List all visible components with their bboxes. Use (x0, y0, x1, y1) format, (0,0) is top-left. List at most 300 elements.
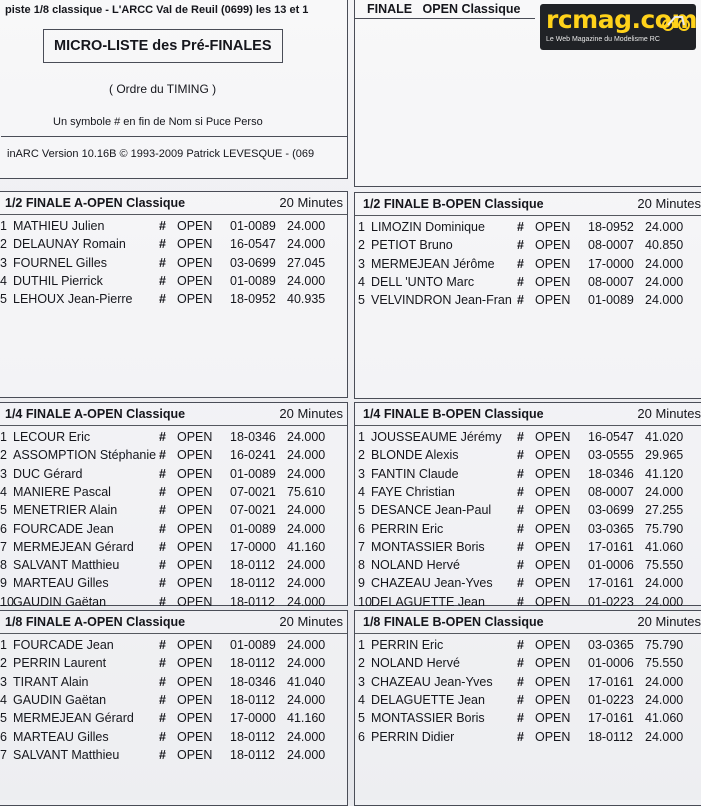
driver-number: 3 (358, 256, 365, 271)
driver-license: 18-0952 (588, 220, 634, 234)
driver-category: OPEN (177, 692, 213, 707)
driver-row (355, 711, 701, 729)
heat-box-quarter-b (354, 402, 701, 609)
puce-marker: # (517, 238, 524, 253)
driver-time: 40.850 (645, 238, 684, 253)
puce-marker: # (159, 237, 166, 252)
heat-box-quarter-a (0, 402, 348, 609)
driver-name: PERRIN Eric (371, 521, 444, 536)
driver-number: 4 (358, 692, 365, 707)
driver-license: 18-0112 (230, 576, 275, 591)
driver-name: ASSOMPTION Stéphanie (13, 448, 157, 463)
heat-title: 1/2 FINALE B-OPEN Classique (363, 197, 544, 211)
puce-marker: # (159, 656, 166, 671)
driver-time: 41.020 (645, 430, 684, 444)
driver-time: 24.000 (287, 219, 326, 233)
driver-category: OPEN (535, 594, 571, 609)
puce-marker: # (517, 466, 524, 481)
driver-category: OPEN (535, 484, 571, 499)
puce-marker: # (159, 638, 166, 652)
heat-title: 1/4 FINALE B-OPEN Classique (363, 407, 544, 421)
driver-license: 01-0223 (588, 692, 634, 707)
driver-category: OPEN (177, 448, 213, 463)
driver-time: 40.935 (287, 292, 326, 307)
driver-name: DESANCE Jean-Paul (371, 503, 492, 518)
driver-license: 17-0000 (230, 711, 276, 726)
puce-marker: # (517, 293, 524, 308)
driver-number: 4 (0, 692, 7, 707)
driver-name: MERMEJEAN Jérôme (371, 256, 495, 271)
driver-license: 18-0112 (588, 729, 633, 744)
driver-number: 4 (0, 273, 7, 288)
driver-time: 24.000 (287, 638, 326, 652)
heat-box-half-b (354, 192, 701, 399)
driver-license: 18-0112 (230, 656, 275, 671)
driver-row (355, 220, 701, 238)
driver-time: 27.255 (645, 503, 684, 518)
puce-marker: # (159, 747, 166, 762)
driver-number: 6 (0, 521, 7, 536)
driver-row (355, 275, 701, 293)
driver-time: 24.000 (287, 237, 326, 252)
driver-license: 07-0021 (230, 484, 276, 499)
driver-time: 41.040 (287, 674, 326, 689)
driver-row (0, 675, 347, 693)
driver-number: 1 (358, 638, 365, 652)
puce-marker: # (159, 466, 166, 481)
driver-name: PETIOT Bruno (371, 238, 453, 253)
driver-name: CHAZEAU Jean-Yves (371, 674, 493, 689)
driver-row (0, 638, 347, 656)
driver-number: 3 (0, 255, 7, 270)
driver-time: 27.045 (287, 255, 326, 270)
puce-marker: # (159, 729, 166, 744)
driver-name: MERMEJEAN Gérard (13, 711, 134, 726)
driver-time: 24.000 (287, 466, 326, 481)
driver-category: OPEN (535, 692, 571, 707)
puce-marker: # (159, 539, 166, 554)
puce-marker: # (159, 430, 166, 444)
driver-number: 2 (358, 448, 365, 463)
driver-row (0, 219, 347, 237)
driver-license: 18-0112 (230, 729, 275, 744)
driver-row (0, 256, 347, 274)
driver-license: 01-0089 (230, 638, 276, 652)
heat-title: 1/4 FINALE A-OPEN Classique (5, 407, 186, 421)
driver-time: 75.610 (287, 484, 326, 499)
puce-marker: # (517, 430, 524, 444)
driver-category: OPEN (535, 430, 571, 444)
driver-name: PERRIN Eric (371, 638, 444, 652)
driver-license: 17-0000 (588, 256, 634, 271)
driver-time: 24.000 (287, 448, 326, 463)
driver-category: OPEN (535, 539, 571, 554)
driver-category: OPEN (177, 656, 213, 671)
driver-number: 5 (0, 292, 7, 307)
driver-name: CHAZEAU Jean-Yves (371, 576, 493, 591)
driver-license: 08-0007 (588, 274, 634, 289)
driver-time: 75.550 (645, 656, 684, 671)
driver-row (355, 448, 701, 466)
puce-marker: # (517, 274, 524, 289)
driver-name: BLONDE Alexis (371, 448, 459, 463)
driver-category: OPEN (177, 484, 213, 499)
driver-name: MENETRIER Alain (13, 503, 118, 518)
driver-license: 03-0699 (588, 503, 634, 518)
puce-marker: # (159, 503, 166, 518)
driver-license: 17-0161 (588, 711, 634, 726)
driver-name: FOURCADE Jean (13, 521, 114, 536)
puce-marker: # (517, 503, 524, 518)
driver-category: OPEN (535, 466, 571, 481)
puce-marker: # (517, 594, 524, 609)
driver-name: SALVANT Matthieu (13, 747, 120, 762)
puce-marker: # (159, 484, 166, 499)
driver-license: 01-0006 (588, 656, 634, 671)
driver-time: 41.160 (287, 711, 326, 726)
driver-license: 17-0161 (588, 539, 634, 554)
puce-marker: # (517, 692, 524, 707)
driver-time: 24.000 (645, 220, 684, 234)
puce-marker: # (517, 729, 524, 744)
puce-marker: # (517, 638, 524, 652)
driver-license: 17-0000 (230, 539, 276, 554)
driver-row (355, 522, 701, 540)
driver-row (355, 503, 701, 521)
driver-name: MARTEAU Gilles (13, 576, 109, 591)
driver-time: 24.000 (287, 594, 326, 609)
driver-number: 5 (358, 711, 365, 726)
puce-marker: # (159, 219, 166, 233)
driver-category: OPEN (535, 448, 571, 463)
driver-name: FANTIN Claude (371, 466, 459, 481)
heat-duration: 20 Minutes (279, 614, 343, 629)
driver-number: 2 (358, 238, 365, 253)
driver-number: 3 (358, 466, 365, 481)
driver-name: LIMOZIN Dominique (371, 220, 485, 234)
driver-name: DUTHIL Pierrick (13, 273, 103, 288)
driver-row (0, 576, 347, 594)
driver-license: 18-0112 (230, 558, 275, 573)
driver-license: 18-0346 (230, 430, 276, 444)
driver-license: 07-0021 (230, 503, 276, 518)
driver-category: OPEN (535, 729, 571, 744)
driver-row (355, 656, 701, 674)
driver-time: 24.000 (645, 729, 684, 744)
driver-number: 9 (358, 576, 365, 591)
driver-name: NOLAND Hervé (371, 656, 460, 671)
note-divider (1, 136, 347, 137)
driver-time: 24.000 (645, 484, 684, 499)
driver-category: OPEN (177, 674, 213, 689)
driver-name: FOURCADE Jean (13, 638, 114, 652)
driver-name: NOLAND Hervé (371, 558, 460, 573)
event-line: piste 1/8 classique - L'ARCC Val de Reuil (0699) les 13 et 1 (5, 4, 309, 16)
driver-license: 18-0346 (588, 466, 634, 481)
driver-number: 6 (358, 729, 365, 744)
driver-name: JOUSSEAUME Jérémy (371, 430, 502, 444)
driver-category: OPEN (177, 558, 213, 573)
driver-category: OPEN (535, 638, 571, 652)
heat-title: 1/8 FINALE A-OPEN Classique (5, 615, 186, 629)
driver-row (355, 430, 701, 448)
driver-license: 03-0555 (588, 448, 634, 463)
driver-license: 01-0006 (588, 558, 634, 573)
puce-marker: # (159, 448, 166, 463)
driver-time: 41.060 (645, 539, 684, 554)
heat-duration: 20 Minutes (637, 406, 701, 421)
driver-license: 18-0112 (230, 692, 275, 707)
driver-time: 24.000 (287, 576, 326, 591)
driver-number: 8 (0, 558, 7, 573)
driver-row (355, 293, 701, 311)
driver-row (355, 485, 701, 503)
heat-header (0, 192, 347, 215)
driver-category: OPEN (177, 747, 213, 762)
driver-name: PERRIN Laurent (13, 656, 107, 671)
driver-row (0, 693, 347, 711)
driver-number: 10 (0, 594, 14, 609)
driver-number: 3 (0, 466, 7, 481)
driver-category: OPEN (535, 674, 571, 689)
driver-number: 9 (0, 576, 7, 591)
driver-row (0, 274, 347, 292)
driver-time: 75.790 (645, 638, 684, 652)
driver-number: 6 (0, 729, 7, 744)
heat-duration: 20 Minutes (279, 195, 343, 210)
driver-name: MONTASSIER Boris (371, 539, 485, 554)
driver-number: 4 (358, 274, 365, 289)
driver-license: 17-0161 (588, 576, 634, 591)
driver-license: 03-0699 (230, 255, 276, 270)
puce-marker: # (517, 674, 524, 689)
driver-row (0, 430, 347, 448)
driver-name: MATHIEU Julien (13, 219, 105, 233)
driver-category: OPEN (177, 255, 213, 270)
driver-category: OPEN (535, 256, 571, 271)
puce-marker: # (159, 255, 166, 270)
driver-license: 16-0547 (230, 237, 276, 252)
driver-category: OPEN (177, 219, 213, 233)
driver-category: OPEN (535, 656, 571, 671)
driver-time: 75.550 (645, 558, 684, 573)
heat-box-eighth-b (354, 610, 701, 806)
driver-row (355, 257, 701, 275)
driver-name: MONTASSIER Boris (371, 711, 485, 726)
driver-name: DELL 'UNTO Marc (371, 274, 475, 289)
driver-number: 4 (358, 484, 365, 499)
driver-category: OPEN (177, 273, 213, 288)
driver-number: 2 (0, 237, 7, 252)
puce-marker: # (517, 656, 524, 671)
driver-time: 24.000 (645, 594, 684, 609)
driver-name: DELAGUETTE Jean (371, 692, 485, 707)
puce-marker: # (517, 256, 524, 271)
driver-name: MANIERE Pascal (13, 484, 111, 499)
puce-marker: # (517, 484, 524, 499)
driver-name: FOURNEL Gilles (13, 255, 107, 270)
driver-time: 24.000 (287, 656, 326, 671)
driver-time: 24.000 (645, 293, 684, 308)
driver-number: 5 (0, 503, 7, 518)
driver-number: 2 (0, 656, 7, 671)
driver-license: 18-0112 (230, 747, 275, 762)
driver-category: OPEN (177, 503, 213, 518)
driver-row (0, 656, 347, 674)
driver-time: 24.000 (645, 274, 684, 289)
driver-row (355, 576, 701, 594)
driver-row (355, 467, 701, 485)
puce-marker: # (159, 576, 166, 591)
driver-number: 2 (0, 448, 7, 463)
driver-time: 24.000 (287, 503, 326, 518)
heat-title: 1/8 FINALE B-OPEN Classique (363, 615, 544, 629)
puce-marker: # (159, 292, 166, 307)
driver-row (0, 711, 347, 729)
driver-category: OPEN (177, 638, 213, 652)
driver-license: 01-0089 (230, 521, 276, 536)
driver-row (355, 675, 701, 693)
driver-name: MARTEAU Gilles (13, 729, 109, 744)
driver-license: 18-0112 (230, 594, 275, 609)
driver-time: 24.000 (645, 692, 684, 707)
driver-row (0, 540, 347, 558)
heat-header (355, 403, 701, 426)
driver-time: 24.000 (645, 576, 684, 591)
puce-marker: # (159, 692, 166, 707)
driver-number: 7 (0, 539, 7, 554)
heat-duration: 20 Minutes (279, 406, 343, 421)
driver-category: OPEN (177, 711, 213, 726)
driver-license: 08-0007 (588, 238, 634, 253)
heat-box-half-a (0, 191, 348, 398)
driver-category: OPEN (535, 503, 571, 518)
driver-category: OPEN (177, 729, 213, 744)
driver-number: 1 (358, 430, 365, 444)
driver-time: 24.000 (287, 521, 326, 536)
driver-license: 01-0089 (230, 219, 276, 233)
driver-category: OPEN (535, 293, 571, 308)
driver-time: 29.965 (645, 448, 684, 463)
heat-header (0, 611, 347, 634)
driver-name: LEHOUX Jean-Pierre (13, 292, 133, 307)
driver-category: OPEN (177, 237, 213, 252)
heat-box-eighth-a (0, 610, 348, 806)
driver-license: 01-0089 (230, 273, 276, 288)
driver-category: OPEN (177, 539, 213, 554)
motorbike-icon (662, 10, 690, 32)
puce-marker: # (517, 539, 524, 554)
driver-row (0, 558, 347, 576)
driver-number: 6 (358, 521, 365, 536)
puce-marker: # (517, 558, 524, 573)
driver-category: OPEN (535, 521, 571, 536)
driver-license: 01-0223 (588, 594, 634, 609)
driver-license: 08-0007 (588, 484, 634, 499)
driver-row (0, 485, 347, 503)
driver-category: OPEN (535, 711, 571, 726)
info-box (0, 0, 348, 179)
finale-title-rule (355, 18, 535, 19)
puce-marker: # (159, 674, 166, 689)
driver-number: 7 (0, 747, 7, 762)
logo-text: rcmag.com (546, 5, 698, 34)
driver-name: DELAGUETTE Jean (371, 594, 485, 609)
driver-row (355, 238, 701, 256)
driver-row (355, 730, 701, 748)
driver-row (355, 638, 701, 656)
driver-license: 03-0365 (588, 638, 634, 652)
driver-license: 03-0365 (588, 521, 634, 536)
version-line: inARC Version 10.16B © 1993-2009 Patrick LEVESQUE - (069 (7, 148, 315, 160)
subtitle: ( Ordre du TIMING ) (109, 82, 217, 96)
driver-row (355, 693, 701, 711)
driver-time: 24.000 (287, 729, 326, 744)
driver-number: 5 (358, 503, 365, 518)
driver-row (355, 558, 701, 576)
driver-category: OPEN (177, 521, 213, 536)
driver-time: 41.120 (645, 466, 684, 481)
puce-marker: # (159, 558, 166, 573)
driver-name: VELVINDRON Jean-Fran (371, 293, 512, 308)
puce-marker: # (517, 521, 524, 536)
puce-marker: # (159, 521, 166, 536)
driver-category: OPEN (177, 576, 213, 591)
logo-tagline: Le Web Magazine du Modelisme RC (546, 36, 660, 43)
driver-number: 3 (0, 674, 7, 689)
driver-number: 1 (0, 219, 7, 233)
driver-license: 01-0089 (230, 466, 276, 481)
rcmag-logo (540, 4, 696, 50)
sheet-title: MICRO-LISTE des Pré-FINALES (43, 29, 283, 63)
driver-number: 4 (0, 484, 7, 499)
driver-category: OPEN (535, 558, 571, 573)
puce-marker: # (517, 576, 524, 591)
driver-license: 18-0952 (230, 292, 276, 307)
driver-name: FAYE Christian (371, 484, 455, 499)
driver-number: 8 (358, 558, 365, 573)
driver-name: DUC Gérard (13, 466, 83, 481)
driver-time: 75.790 (645, 521, 684, 536)
driver-row (0, 448, 347, 466)
driver-number: 5 (358, 293, 365, 308)
driver-time: 41.160 (287, 539, 326, 554)
driver-number: 5 (0, 711, 7, 726)
driver-row (0, 730, 347, 748)
driver-license: 01-0089 (588, 293, 634, 308)
driver-time: 24.000 (645, 256, 684, 271)
driver-time: 24.000 (287, 558, 326, 573)
driver-name: PERRIN Didier (371, 729, 455, 744)
heat-title: 1/2 FINALE A-OPEN Classique (5, 196, 186, 210)
heat-duration: 20 Minutes (637, 614, 701, 629)
driver-category: OPEN (535, 274, 571, 289)
puce-marker: # (517, 220, 524, 234)
driver-number: 3 (358, 674, 365, 689)
driver-category: OPEN (535, 220, 571, 234)
driver-row (0, 503, 347, 521)
driver-category: OPEN (177, 430, 213, 444)
puce-note: Un symbole # en fin de Nom si Puce Perso (53, 116, 263, 128)
driver-number: 1 (358, 220, 365, 234)
driver-name: DELAUNAY Romain (13, 237, 126, 252)
driver-time: 41.060 (645, 711, 684, 726)
driver-license: 16-0547 (588, 430, 634, 444)
heat-header (355, 193, 701, 216)
driver-time: 24.000 (287, 430, 326, 444)
driver-time: 24.000 (287, 747, 326, 762)
driver-number: 1 (0, 638, 7, 652)
